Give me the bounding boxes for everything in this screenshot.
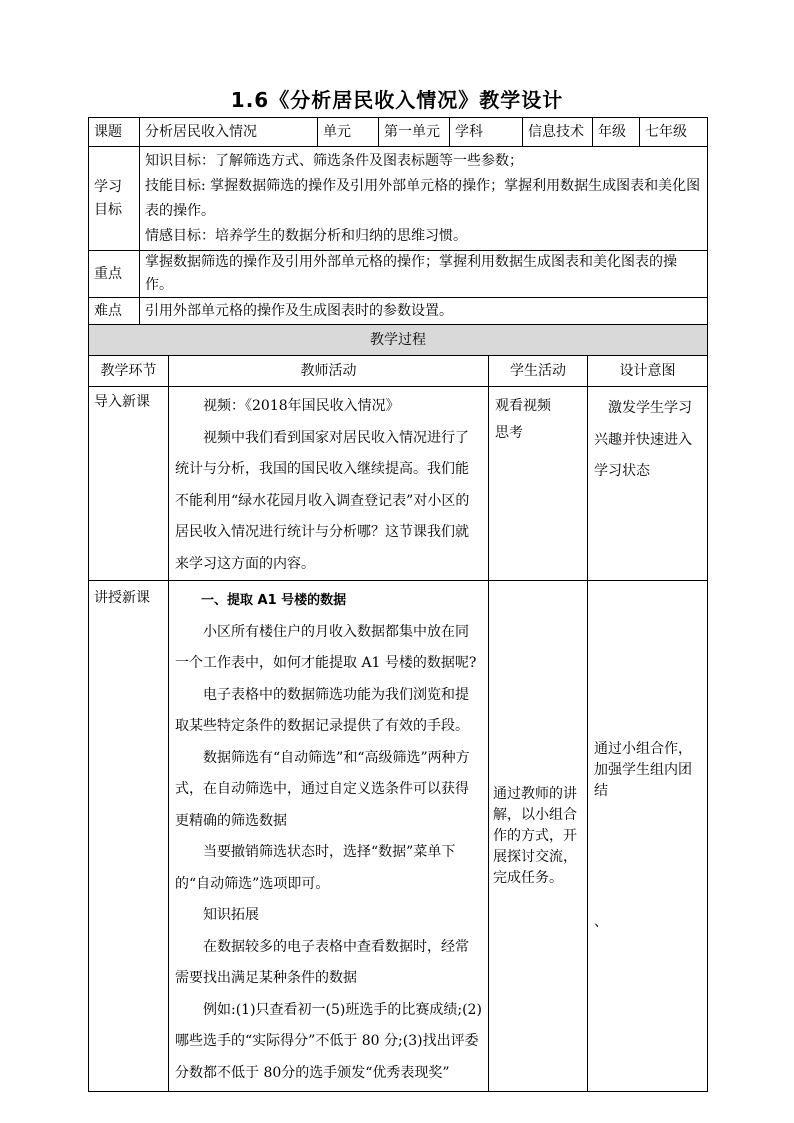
intro-row xyxy=(89,387,708,581)
key-point-label: 重点 xyxy=(89,251,140,298)
new-teacher-p5: 知识拓展 xyxy=(203,907,259,923)
lesson-plan-table xyxy=(88,117,707,1092)
intro-intent xyxy=(588,387,708,581)
grade-label: 年级 xyxy=(593,118,640,147)
new-intent-text: 通过小组合作，加强学生组内团结 xyxy=(594,741,692,799)
new-student: 通过教师的讲解，以小组合作的方式，开展探讨交流，完成任务。 xyxy=(489,581,588,1092)
intro-student-2: 思考 xyxy=(495,425,523,441)
objectives-row xyxy=(89,147,708,251)
difficulty-text: 引用外部单元格的操作及生成图表时的参数设置。 xyxy=(140,298,708,325)
page-title: 1.6《分析居民收入情况》教学设计 xyxy=(230,88,564,112)
intro-intent-text: 激发学生学习兴趣并快速进入学习状态 xyxy=(594,400,692,479)
new-lesson-row xyxy=(89,581,708,1092)
new-teacher-p6: 在数据较多的电子表格中查看数据时，经常需要找出满足某种条件的数据 xyxy=(175,938,469,986)
new-teacher-p1: 小区所有楼住户的月收入数据都集中放在同一个工作表中，如何才能提取 A1 号楼的数据呢? xyxy=(175,623,477,671)
topic-value: 分析居民收入情况 xyxy=(140,118,318,147)
new-stage: 讲授新课 xyxy=(89,581,169,1092)
difficulty-row xyxy=(89,298,708,325)
info-row xyxy=(89,118,708,147)
objective-emotion: 情感目标：培养学生的数据分析和归纳的思维习惯。 xyxy=(145,228,467,244)
unit-value: 第一单元 xyxy=(379,118,450,147)
intro-stage: 导入新课 xyxy=(89,387,169,581)
subject-value: 信息技术 xyxy=(523,118,593,147)
new-intent xyxy=(588,581,708,1092)
intro-teacher-p1: 视频：《2018年国民收入情况》 xyxy=(203,398,400,414)
new-teacher-p2: 电子表格中的数据筛选功能为我们浏览和提取某些特定条件的数据记录提供了有效的手段。 xyxy=(175,686,469,734)
intro-student-1: 观看视频 xyxy=(495,398,551,414)
objective-knowledge: 知识目标：了解筛选方式、筛选条件及图表标题等一些参数； xyxy=(145,153,523,169)
objectives-label-line2: 目标 xyxy=(94,201,122,218)
topic-label: 课题 xyxy=(89,118,140,147)
objectives-content xyxy=(140,147,708,251)
intro-teacher-p2: 视频中我们看到国家对居民收入情况进行了统计与分析，我国的国民收入继续提高。我们能不能利用“绿水花园月收入调查登记表”对小区的居民收入情况进行统计与分析哪？这节课我们就来学习这方面的内容。 xyxy=(175,429,470,572)
subject-label: 学科 xyxy=(450,118,523,147)
new-teacher xyxy=(169,581,489,1092)
intro-student xyxy=(489,387,588,581)
column-stage: 教学环节 xyxy=(89,356,169,387)
new-teacher-p3: 数据筛选有“自动筛选”和“高级筛选”两种方式，在自动筛选中，通过自定义选条件可以获得更精确的筛选数据 xyxy=(175,749,470,829)
new-teacher-p7: 例如:(1)只查看初一(5)班选手的比赛成绩;(2)哪些选手的“实际得分”不低于 80 分;(3)找出评委分数都不低于 80分的选手颁发“优秀表现奖” xyxy=(175,1001,482,1081)
column-teacher: 教师活动 xyxy=(169,356,489,387)
difficulty-label: 难点 xyxy=(89,298,140,325)
new-teacher-p4: 当要撤销筛选状态时，选择“数据”菜单下的“自动筛选”选项即可。 xyxy=(175,844,456,892)
intro-teacher xyxy=(169,387,489,581)
unit-label: 单元 xyxy=(318,118,379,147)
grade-value: 七年级 xyxy=(640,118,708,147)
new-intent-mark: 、 xyxy=(594,914,608,930)
column-student: 学生活动 xyxy=(489,356,588,387)
objectives-label xyxy=(89,147,140,251)
new-heading: 一、提取 A1 号楼的数据 xyxy=(201,593,347,608)
objectives-label-line1: 学习 xyxy=(94,178,122,195)
key-point-row xyxy=(89,251,708,298)
column-header-row xyxy=(89,356,708,387)
process-header: 教学过程 xyxy=(89,325,708,356)
objective-skill: 技能目标: 掌握数据筛选的操作及引用外部单元格的操作；掌握利用数据生成图表和美化图表的操作。 xyxy=(145,178,701,219)
column-intent: 设计意图 xyxy=(588,356,708,387)
key-point-text: 掌握数据筛选的操作及引用外部单元格的操作；掌握利用数据生成图表和美化图表的操作。 xyxy=(140,251,708,298)
